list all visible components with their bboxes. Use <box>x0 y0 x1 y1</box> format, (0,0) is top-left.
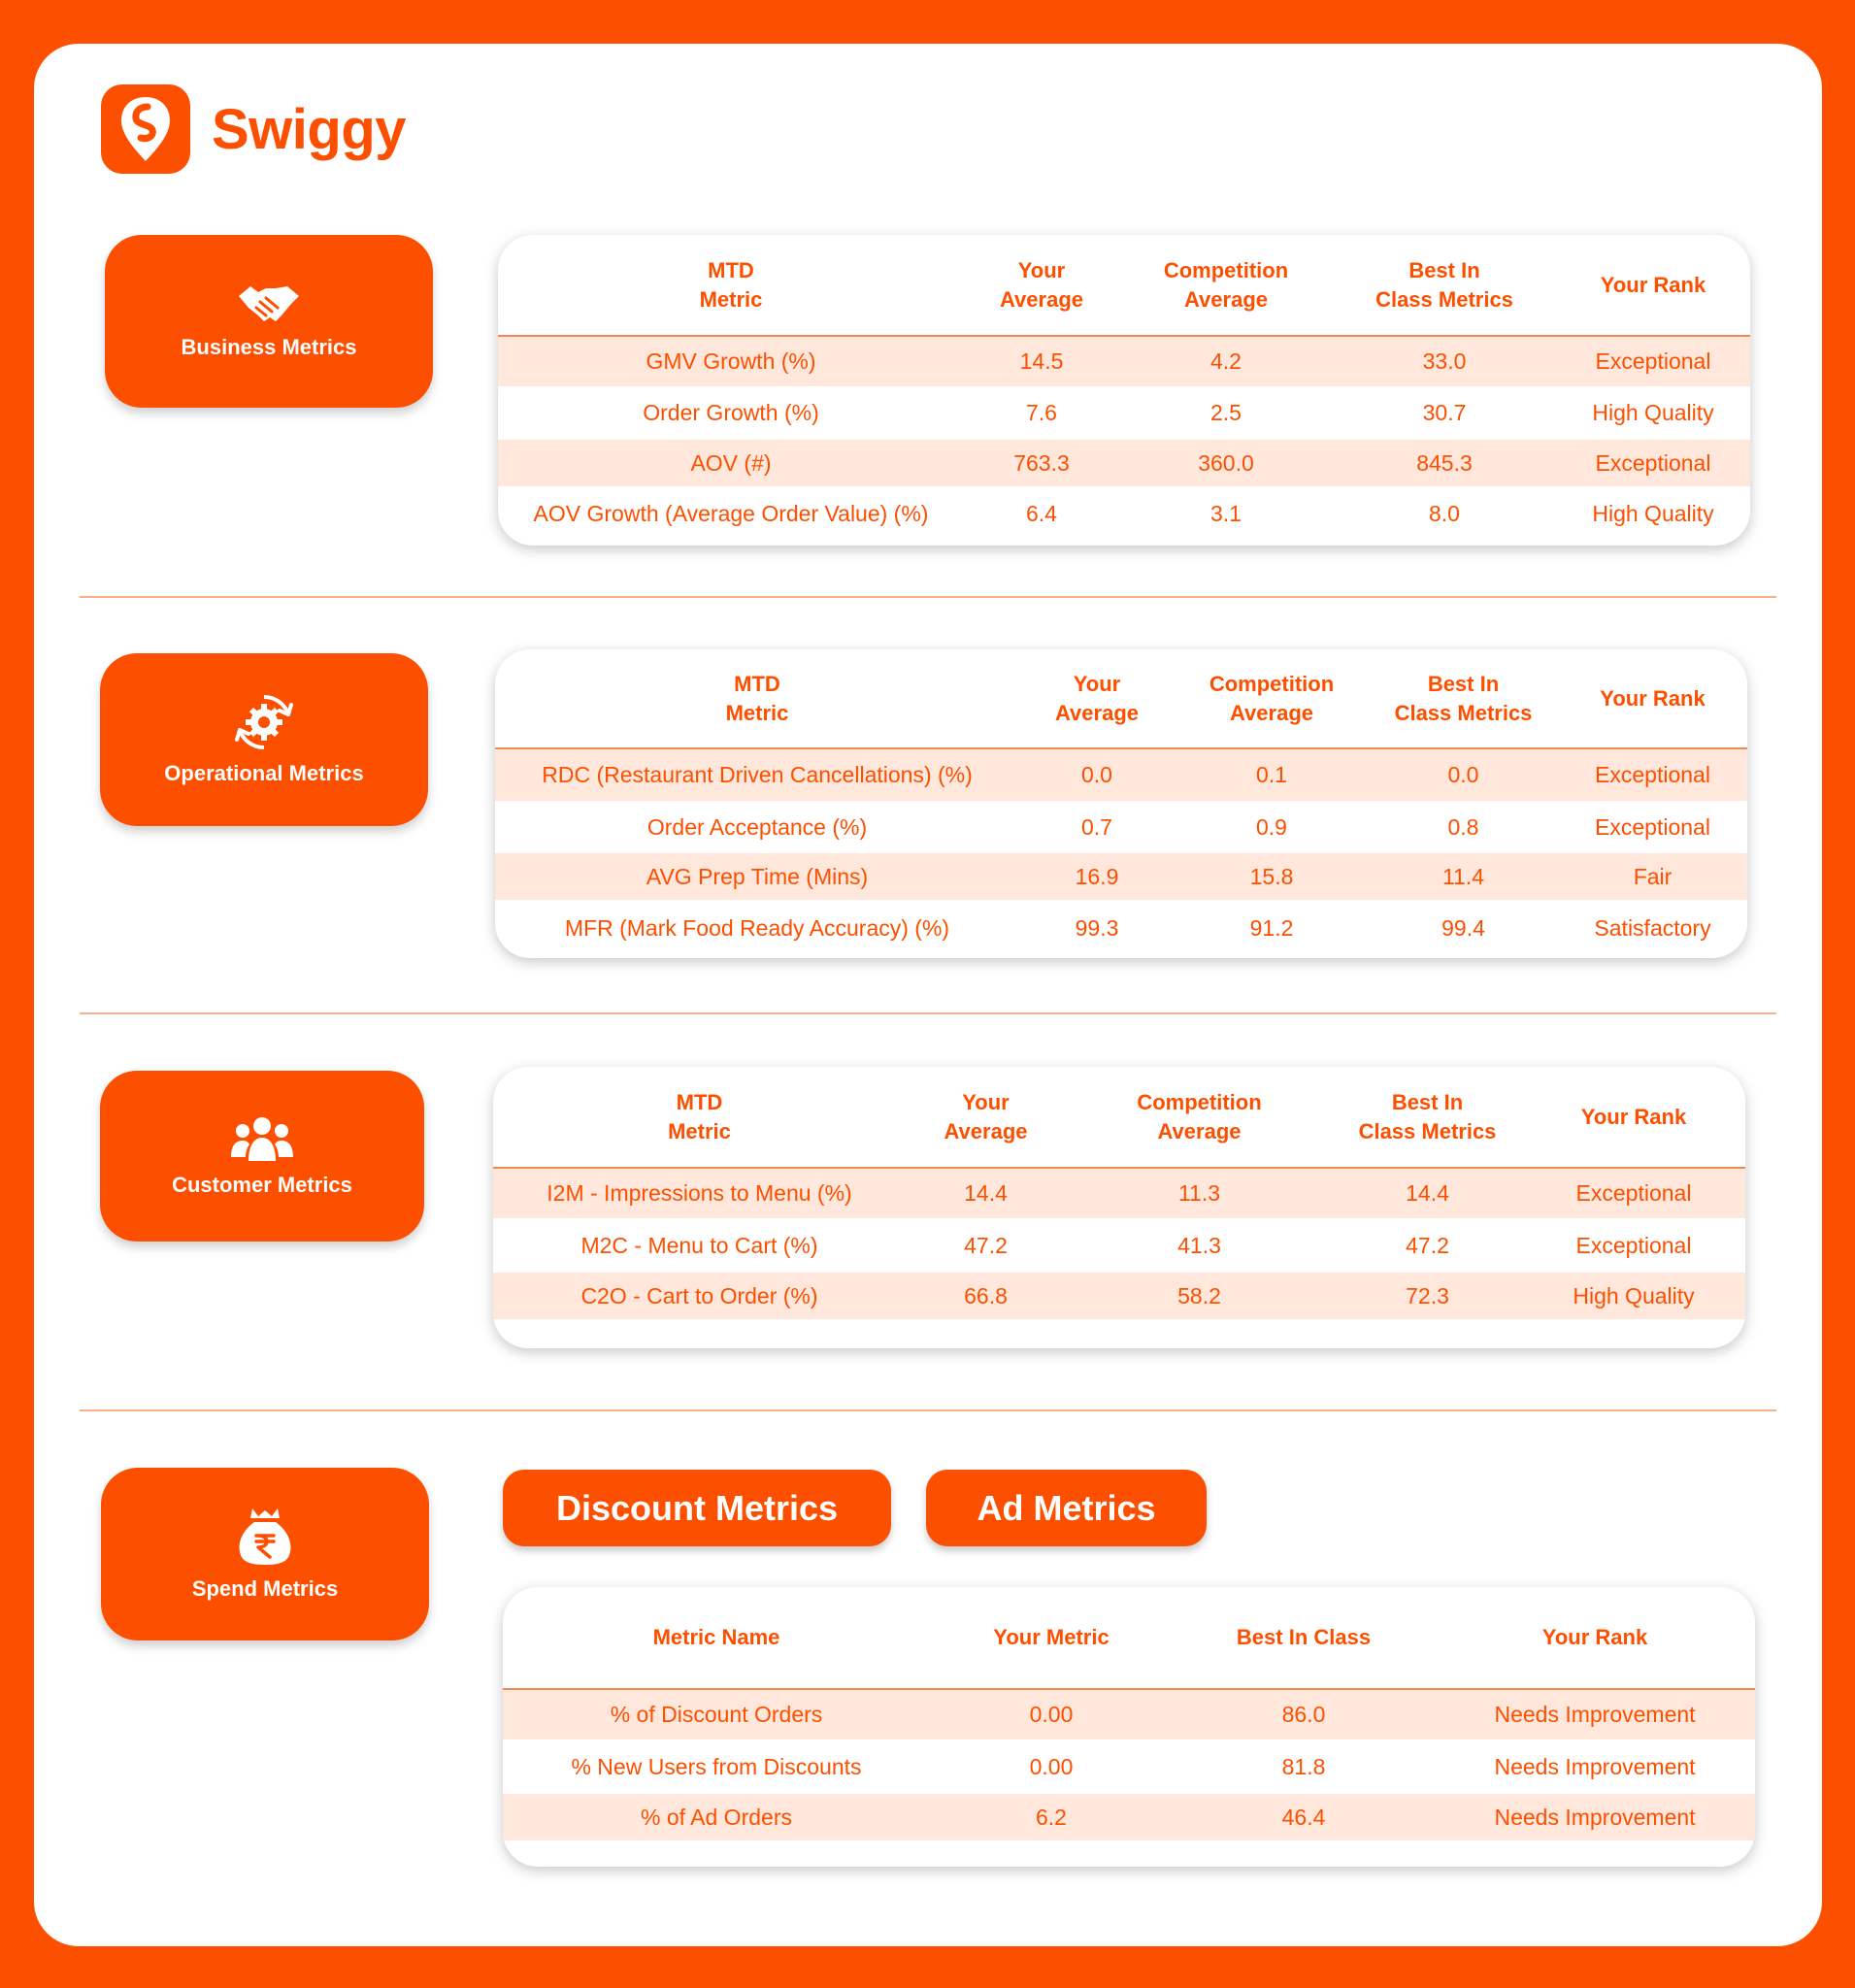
table-row <box>495 853 1747 900</box>
cell-metric: RDC (Restaurant Driven Cancellations) (%) <box>542 762 973 787</box>
cell-rank: High Quality <box>1592 400 1714 425</box>
col-header-your-rank: Your Rank <box>1580 1104 1687 1129</box>
section-divider <box>80 1409 1776 1411</box>
cell-best-in-class: 14.4 <box>1406 1180 1449 1206</box>
cell-competition-average: 41.3 <box>1177 1232 1221 1258</box>
brand-name: Swiggy <box>212 97 407 161</box>
business-metrics-label: Business Metrics <box>181 335 357 359</box>
spend-metrics-button[interactable] <box>101 1468 429 1640</box>
col-header-your-average: Your Average <box>944 1089 1028 1143</box>
cell-your-average: 66.8 <box>964 1282 1008 1309</box>
operational-metrics-label: Operational Metrics <box>164 761 364 785</box>
col-header-competition-average: Competition Average <box>1163 257 1289 312</box>
cell-competition-average: 3.1 <box>1210 500 1242 526</box>
cell-metric: Order Acceptance (%) <box>646 813 868 840</box>
rupee-money-bag-icon <box>237 1507 293 1567</box>
table-row <box>493 1273 1745 1319</box>
cell-rank: Needs Improvement <box>1494 1702 1696 1727</box>
cell-your-average: 0.7 <box>1081 813 1112 840</box>
col-header-your-rank: Your Rank <box>1541 1625 1648 1649</box>
cell-best-in-class: 86.0 <box>1281 1702 1326 1727</box>
cell-metric: C2O - Cart to Order (%) <box>580 1282 818 1309</box>
business-metrics-button[interactable] <box>105 235 433 408</box>
col-header-metric: MTD Metric <box>725 671 789 725</box>
cell-your-average: 7.6 <box>1026 400 1057 425</box>
cell-best-in-class: 11.4 <box>1441 863 1485 889</box>
col-header-your-rank: Your Rank <box>1600 685 1706 711</box>
cell-rank: Exceptional <box>1595 449 1711 476</box>
cell-best-in-class: 845.3 <box>1416 449 1473 476</box>
cell-your-metric: 0.00 <box>1029 1753 1074 1779</box>
business-metrics-table <box>498 235 1750 546</box>
cell-rank: Exceptional <box>1575 1180 1692 1206</box>
cell-your-average: 14.4 <box>964 1180 1008 1206</box>
spend-metrics-table <box>503 1587 1755 1867</box>
spend-metrics-label: Spend Metrics <box>191 1576 339 1601</box>
table-row <box>503 1740 1755 1794</box>
cell-metric: Order Growth (%) <box>643 400 819 425</box>
col-header-your-average: Your Average <box>1054 671 1139 725</box>
tab-ad-metrics[interactable]: Ad Metrics <box>926 1470 1207 1546</box>
cell-best-in-class: 46.4 <box>1281 1804 1326 1830</box>
swiggy-logo-icon <box>101 84 190 174</box>
cell-best-in-class: 47.2 <box>1406 1232 1449 1258</box>
cell-best-in-class: 0.8 <box>1447 813 1479 840</box>
cell-metric: M2C - Menu to Cart (%) <box>580 1232 818 1258</box>
col-header-competition-average: Competition Average <box>1137 1089 1262 1143</box>
table-row <box>498 440 1750 486</box>
cell-rank: Needs Improvement <box>1494 1753 1696 1779</box>
col-header-best-in-class: Best In Class Metrics <box>1375 257 1513 312</box>
table-row <box>498 486 1750 541</box>
cell-best-in-class: 81.8 <box>1281 1753 1326 1779</box>
tab-discount-metrics[interactable]: Discount Metrics <box>503 1470 891 1546</box>
table-row <box>495 900 1747 956</box>
cell-your-average: 763.3 <box>1013 449 1070 476</box>
col-header-metric: MTD Metric <box>699 257 763 312</box>
cell-your-average: 99.3 <box>1075 914 1119 941</box>
cell-metric: AOV Growth (Average Order Value) (%) <box>533 500 929 526</box>
table-row <box>493 1168 1745 1218</box>
cell-competition-average: 91.2 <box>1249 914 1294 941</box>
col-header-your-rank: Your Rank <box>1600 272 1706 297</box>
cell-metric: MFR (Mark Food Ready Accuracy) (%) <box>564 914 950 941</box>
table-row <box>495 801 1747 853</box>
cell-competition-average: 0.9 <box>1256 813 1287 840</box>
cell-competition-average: 15.8 <box>1249 863 1294 889</box>
cell-competition-average: 2.5 <box>1210 400 1242 425</box>
table-row <box>498 336 1750 386</box>
cell-rank: Exceptional <box>1595 348 1711 374</box>
swiggy-logo <box>101 84 406 174</box>
table-row <box>498 386 1750 440</box>
cell-best-in-class: 8.0 <box>1429 500 1460 526</box>
cell-best-in-class: 30.7 <box>1422 400 1467 425</box>
cell-metric: % New Users from Discounts <box>571 1753 862 1779</box>
cell-metric: % of Discount Orders <box>610 1702 823 1727</box>
cell-rank: Needs Improvement <box>1494 1804 1696 1830</box>
cell-metric: AOV (#) <box>690 449 772 476</box>
cell-your-metric: 0.00 <box>1029 1702 1074 1727</box>
cell-rank: Fair <box>1633 863 1673 889</box>
operational-metrics-table <box>495 649 1747 958</box>
cell-rank: High Quality <box>1592 500 1714 526</box>
cell-competition-average: 11.3 <box>1177 1180 1221 1206</box>
customer-metrics-button[interactable] <box>100 1071 424 1242</box>
handshake-icon <box>237 282 301 325</box>
cell-competition-average: 4.2 <box>1210 348 1242 374</box>
cell-metric: AVG Prep Time (Mins) <box>646 863 869 889</box>
gear-cycle-icon <box>235 693 293 751</box>
cell-your-metric: 6.2 <box>1036 1804 1067 1830</box>
cell-rank: Exceptional <box>1595 762 1710 787</box>
col-header-best-in-class: Best In Class <box>1236 1625 1372 1649</box>
cell-competition-average: 0.1 <box>1256 762 1287 787</box>
col-header-best-in-class: Best In Class Metrics <box>1358 1089 1497 1143</box>
customer-metrics-table <box>493 1067 1745 1348</box>
section-divider <box>80 1012 1776 1014</box>
cell-best-in-class: 99.4 <box>1441 914 1485 941</box>
cell-metric: GMV Growth (%) <box>646 348 816 374</box>
cell-rank: High Quality <box>1573 1282 1695 1309</box>
cell-your-average: 0.0 <box>1081 762 1112 787</box>
cell-rank: Exceptional <box>1595 813 1710 840</box>
cell-competition-average: 58.2 <box>1177 1282 1221 1309</box>
cell-your-average: 16.9 <box>1075 863 1119 889</box>
col-header-your-metric: Your Metric <box>993 1625 1110 1649</box>
cell-your-average: 14.5 <box>1019 348 1064 374</box>
col-header-best-in-class: Best In Class Metrics <box>1394 671 1533 725</box>
cell-best-in-class: 33.0 <box>1422 348 1467 374</box>
cell-metric: % of Ad Orders <box>641 1804 792 1830</box>
cell-best-in-class: 72.3 <box>1406 1282 1449 1309</box>
col-header-your-average: Your Average <box>999 257 1083 312</box>
operational-metrics-button[interactable] <box>100 653 428 826</box>
cell-rank: Exceptional <box>1575 1232 1692 1258</box>
cell-metric: I2M - Impressions to Menu (%) <box>547 1180 852 1206</box>
table-row <box>493 1218 1745 1273</box>
cell-best-in-class: 0.0 <box>1447 762 1479 787</box>
people-group-icon <box>228 1114 296 1163</box>
section-divider <box>80 596 1776 598</box>
cell-your-average: 6.4 <box>1026 500 1057 526</box>
col-header-metric-name: Metric Name <box>652 1625 780 1649</box>
cell-rank: Satisfactory <box>1594 914 1711 941</box>
table-row <box>503 1689 1755 1740</box>
cell-competition-average: 360.0 <box>1198 449 1254 476</box>
col-header-competition-average: Competition Average <box>1209 671 1335 725</box>
col-header-metric: MTD Metric <box>668 1089 731 1143</box>
customer-metrics-label: Customer Metrics <box>172 1173 352 1197</box>
table-row <box>503 1794 1755 1840</box>
table-row <box>495 748 1747 801</box>
cell-your-average: 47.2 <box>964 1232 1008 1258</box>
